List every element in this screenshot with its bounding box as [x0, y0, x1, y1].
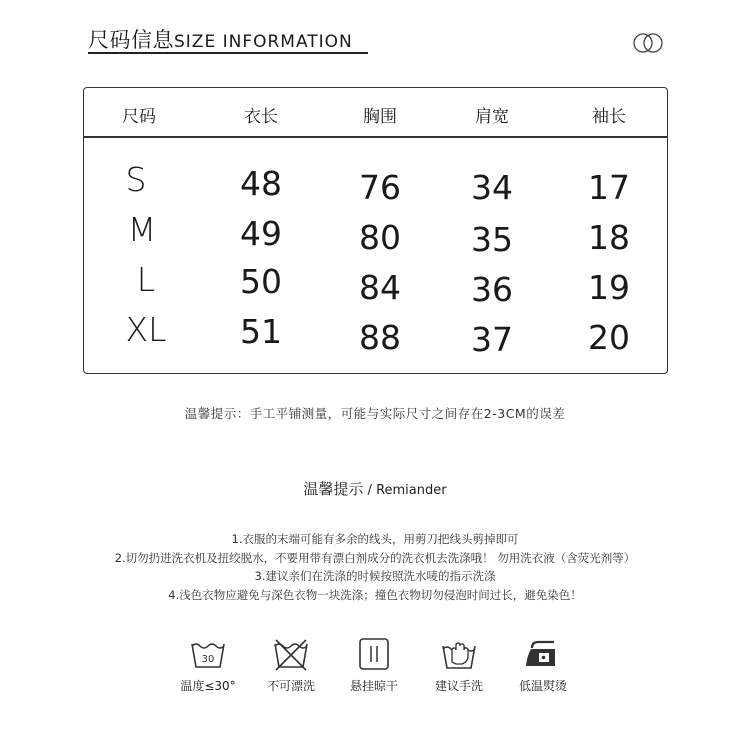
section-header	[88, 24, 353, 54]
list-item: 4.浅色衣物应避免与深色衣物一块洗涤；撞色衣物切勿侵泡时间过长，避免染色！	[168, 587, 582, 602]
care-tips-list	[0, 530, 750, 604]
cell-sleeve: 18	[588, 218, 630, 257]
cell-size: S	[125, 160, 147, 199]
cell-length: 48	[240, 164, 282, 203]
wash-temperature-badge: 30	[201, 654, 215, 665]
hand-wash-icon	[438, 636, 480, 672]
cell-length: 50	[240, 262, 282, 301]
cell-length: 51	[240, 312, 282, 351]
cell-size: XL	[125, 310, 167, 349]
reminder-title-zh: 温馨提示	[303, 480, 364, 498]
interlocking-rings-icon	[631, 31, 665, 55]
care-item-hand-wash	[414, 636, 504, 694]
cell-sleeve: 19	[588, 268, 630, 307]
low-iron-icon	[522, 636, 564, 672]
cell-sleeve: 17	[588, 168, 630, 207]
page-title-en: SIZE INFORMATION	[174, 32, 353, 52]
care-item-wash-30	[163, 636, 253, 694]
wash-30-icon	[187, 636, 229, 672]
cell-chest: 76	[359, 168, 401, 207]
cell-shoulder: 37	[471, 320, 513, 359]
measurement-note: 温馨提示：手工平铺测量，可能与实际尺寸之间存在2-3CM的误差	[184, 406, 566, 421]
hang-dry-icon	[353, 636, 395, 672]
header-shoulder: 肩宽	[475, 107, 509, 127]
cell-sleeve: 20	[588, 318, 630, 357]
cell-size: L	[136, 260, 156, 299]
reminder-title	[0, 478, 750, 499]
list-item: 1.衣服的末端可能有多余的线头，用剪刀把线头剪掉即可	[231, 532, 519, 546]
list-item: 2.切勿扔进洗衣机及扭绞脱水，不要用带有漂白剂成分的洗衣机去洗涤哦！ 勿用洗衣液（含荧光剂等）	[114, 550, 636, 565]
title-underline	[88, 52, 368, 54]
header-size: 尺码	[122, 107, 156, 127]
care-item-low-iron	[498, 636, 588, 694]
reminder-title-en: Remiander	[376, 483, 447, 498]
page-title-zh: 尺码信息	[88, 28, 174, 52]
list-item: 3.建议亲们在洗涤的时候按照洗水唛的指示洗涤	[254, 569, 496, 583]
care-label: 温度≤30°	[180, 679, 236, 693]
header-chest: 胸围	[363, 107, 397, 127]
cell-chest: 84	[359, 268, 401, 307]
care-label: 低温熨烫	[518, 679, 567, 693]
care-label: 建议手洗	[434, 679, 483, 693]
cell-chest: 80	[359, 218, 401, 257]
reminder-title-sep: /	[363, 483, 377, 498]
cell-shoulder: 34	[471, 168, 513, 207]
header-length: 衣长	[244, 107, 278, 127]
size-table	[83, 87, 668, 374]
no-bleach-icon	[270, 636, 312, 672]
cell-size: M	[127, 210, 157, 249]
header-divider	[84, 136, 667, 138]
cell-chest: 88	[359, 318, 401, 357]
care-label: 悬挂晾干	[349, 679, 398, 693]
header-sleeve: 袖长	[592, 107, 626, 127]
cell-length: 49	[240, 214, 282, 253]
care-label: 不可漂洗	[266, 679, 315, 693]
cell-shoulder: 36	[471, 270, 513, 309]
cell-shoulder: 35	[471, 220, 513, 259]
care-item-hang-dry	[329, 636, 419, 694]
page-title	[88, 24, 353, 54]
care-item-no-bleach	[246, 636, 336, 694]
